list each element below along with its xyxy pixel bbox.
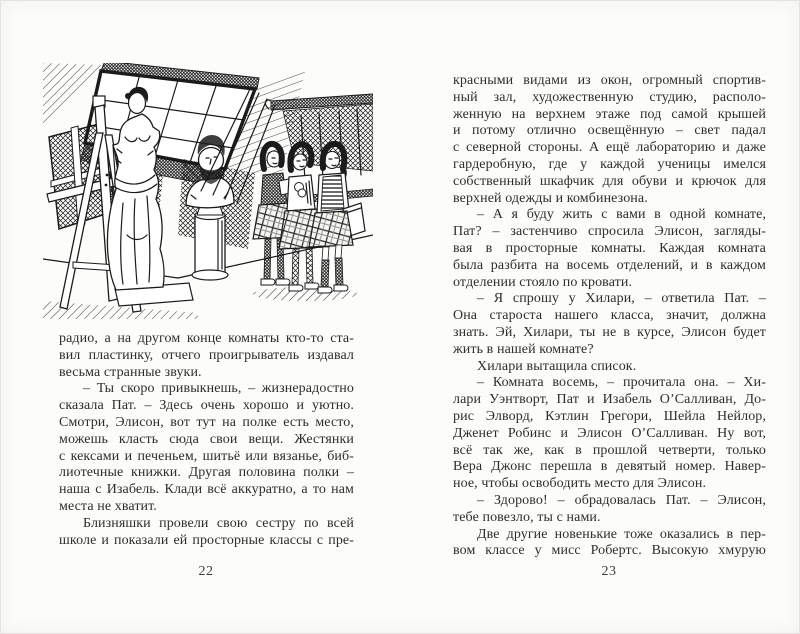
- text-line: – Комната восемь, – прочитала она. – Хи-: [477, 375, 766, 391]
- right-page-text: [453, 73, 766, 560]
- text-line: всё так же, как в прошлой четверти, только: [453, 442, 766, 458]
- text-line: Близняшки провели свою сестру по всей: [83, 515, 354, 531]
- text-line: Смотри, Элисон, вот тут на полке есть место,: [59, 414, 354, 430]
- text-line: гардеробную, где у каждой ученицы имелся: [453, 156, 766, 172]
- text-line: Две другие новенькие тоже оказались в пер-: [477, 526, 766, 542]
- page-number-left: 22: [198, 564, 214, 579]
- text-line: вом классе у мисс Робертс. Высокую хмурую: [453, 543, 766, 559]
- floor-shadows: [43, 287, 357, 319]
- page-number-right: 23: [601, 564, 617, 579]
- text-line: весьма странные звуки.: [59, 364, 202, 380]
- text-line: была разбита на восемь отделений, и в каждом: [453, 257, 766, 273]
- text-line: и потому отлично освещённую – свет падал: [453, 123, 766, 139]
- text-line: лари Уэнтворт, Пат и Изабель О’Салливан, До-: [453, 392, 766, 408]
- text-line: сказала Пат. – Здесь очень хорошо и уютно.: [59, 398, 354, 414]
- text-line: вая в просторные комнаты. Каждая комната: [453, 240, 766, 256]
- text-line: – А я буду жить с вами в одной комнате,: [477, 207, 766, 223]
- text-line: – Здорово! – обрадовалась Пат. – Элисон,: [477, 492, 766, 508]
- text-line: собственный шкафчик для обуви и крючок для: [453, 173, 766, 189]
- text-line: вил пластинку, отчего проигрыватель издавал: [59, 347, 354, 363]
- text-line: Вера Джонс перешла в девятый номер. Навер-: [453, 459, 766, 475]
- text-line: радио, а на другом конце комнаты кто-то ста-: [59, 331, 354, 346]
- text-line: Пат? – застенчиво спросила Элисон, загляды-: [453, 224, 766, 240]
- text-line: красными видами из окон, огромный спортив-: [453, 73, 766, 88]
- text-line: можешь класть сюда свои вещи. Жестянки: [59, 431, 354, 447]
- text-line: рис Элворд, Кэтлин Грегори, Шейла Нейлор,: [453, 408, 766, 424]
- text-line: с северной стороны. А ещё лабораторию и даже: [453, 140, 766, 156]
- studio-illustration: [43, 63, 373, 319]
- text-line: ное, чтобы освободить место для Элисон.: [453, 476, 707, 492]
- text-line: школе и показали ей просторные классы с пре-: [59, 532, 354, 548]
- text-line: верхней одежды и комбинезона.: [453, 190, 648, 206]
- text-line: наша с Изабель. Клади всё аккуратно, а то нам: [59, 482, 354, 498]
- text-line: места не хватит.: [59, 498, 157, 514]
- text-line: с кексами и печеньем, шитьё или вязанье, биб-: [59, 448, 354, 464]
- text-line: Дженет Робинс и Элисон О’Салливан. Ну вот,: [453, 425, 766, 441]
- text-line: знать. Эй, Хилари, ты не в курсе, Элисон будет: [453, 324, 766, 340]
- text-line: Она староста нашего класса, значит, должна: [453, 308, 766, 324]
- text-line: Хилари вытащила список.: [477, 358, 637, 374]
- text-line: отделении стояло по кровати.: [453, 274, 633, 290]
- text-line: лиотечные книжки. Другая половина полки –: [59, 465, 354, 481]
- text-line: – Ты скоро привыкнешь, – жизнерадостно: [83, 381, 354, 397]
- text-line: ный зал, художественную студию, располо-: [453, 89, 766, 105]
- left-page-text: [59, 331, 354, 549]
- text-line: – Я спрошу у Хилари, – ответила Пат. –: [477, 291, 766, 307]
- text-line: тебе повезло, ты с нами.: [453, 509, 601, 525]
- text-line: женную на верхнем этаже под самой крышей: [453, 106, 766, 122]
- text-line: жить в нашей комнате?: [453, 341, 594, 357]
